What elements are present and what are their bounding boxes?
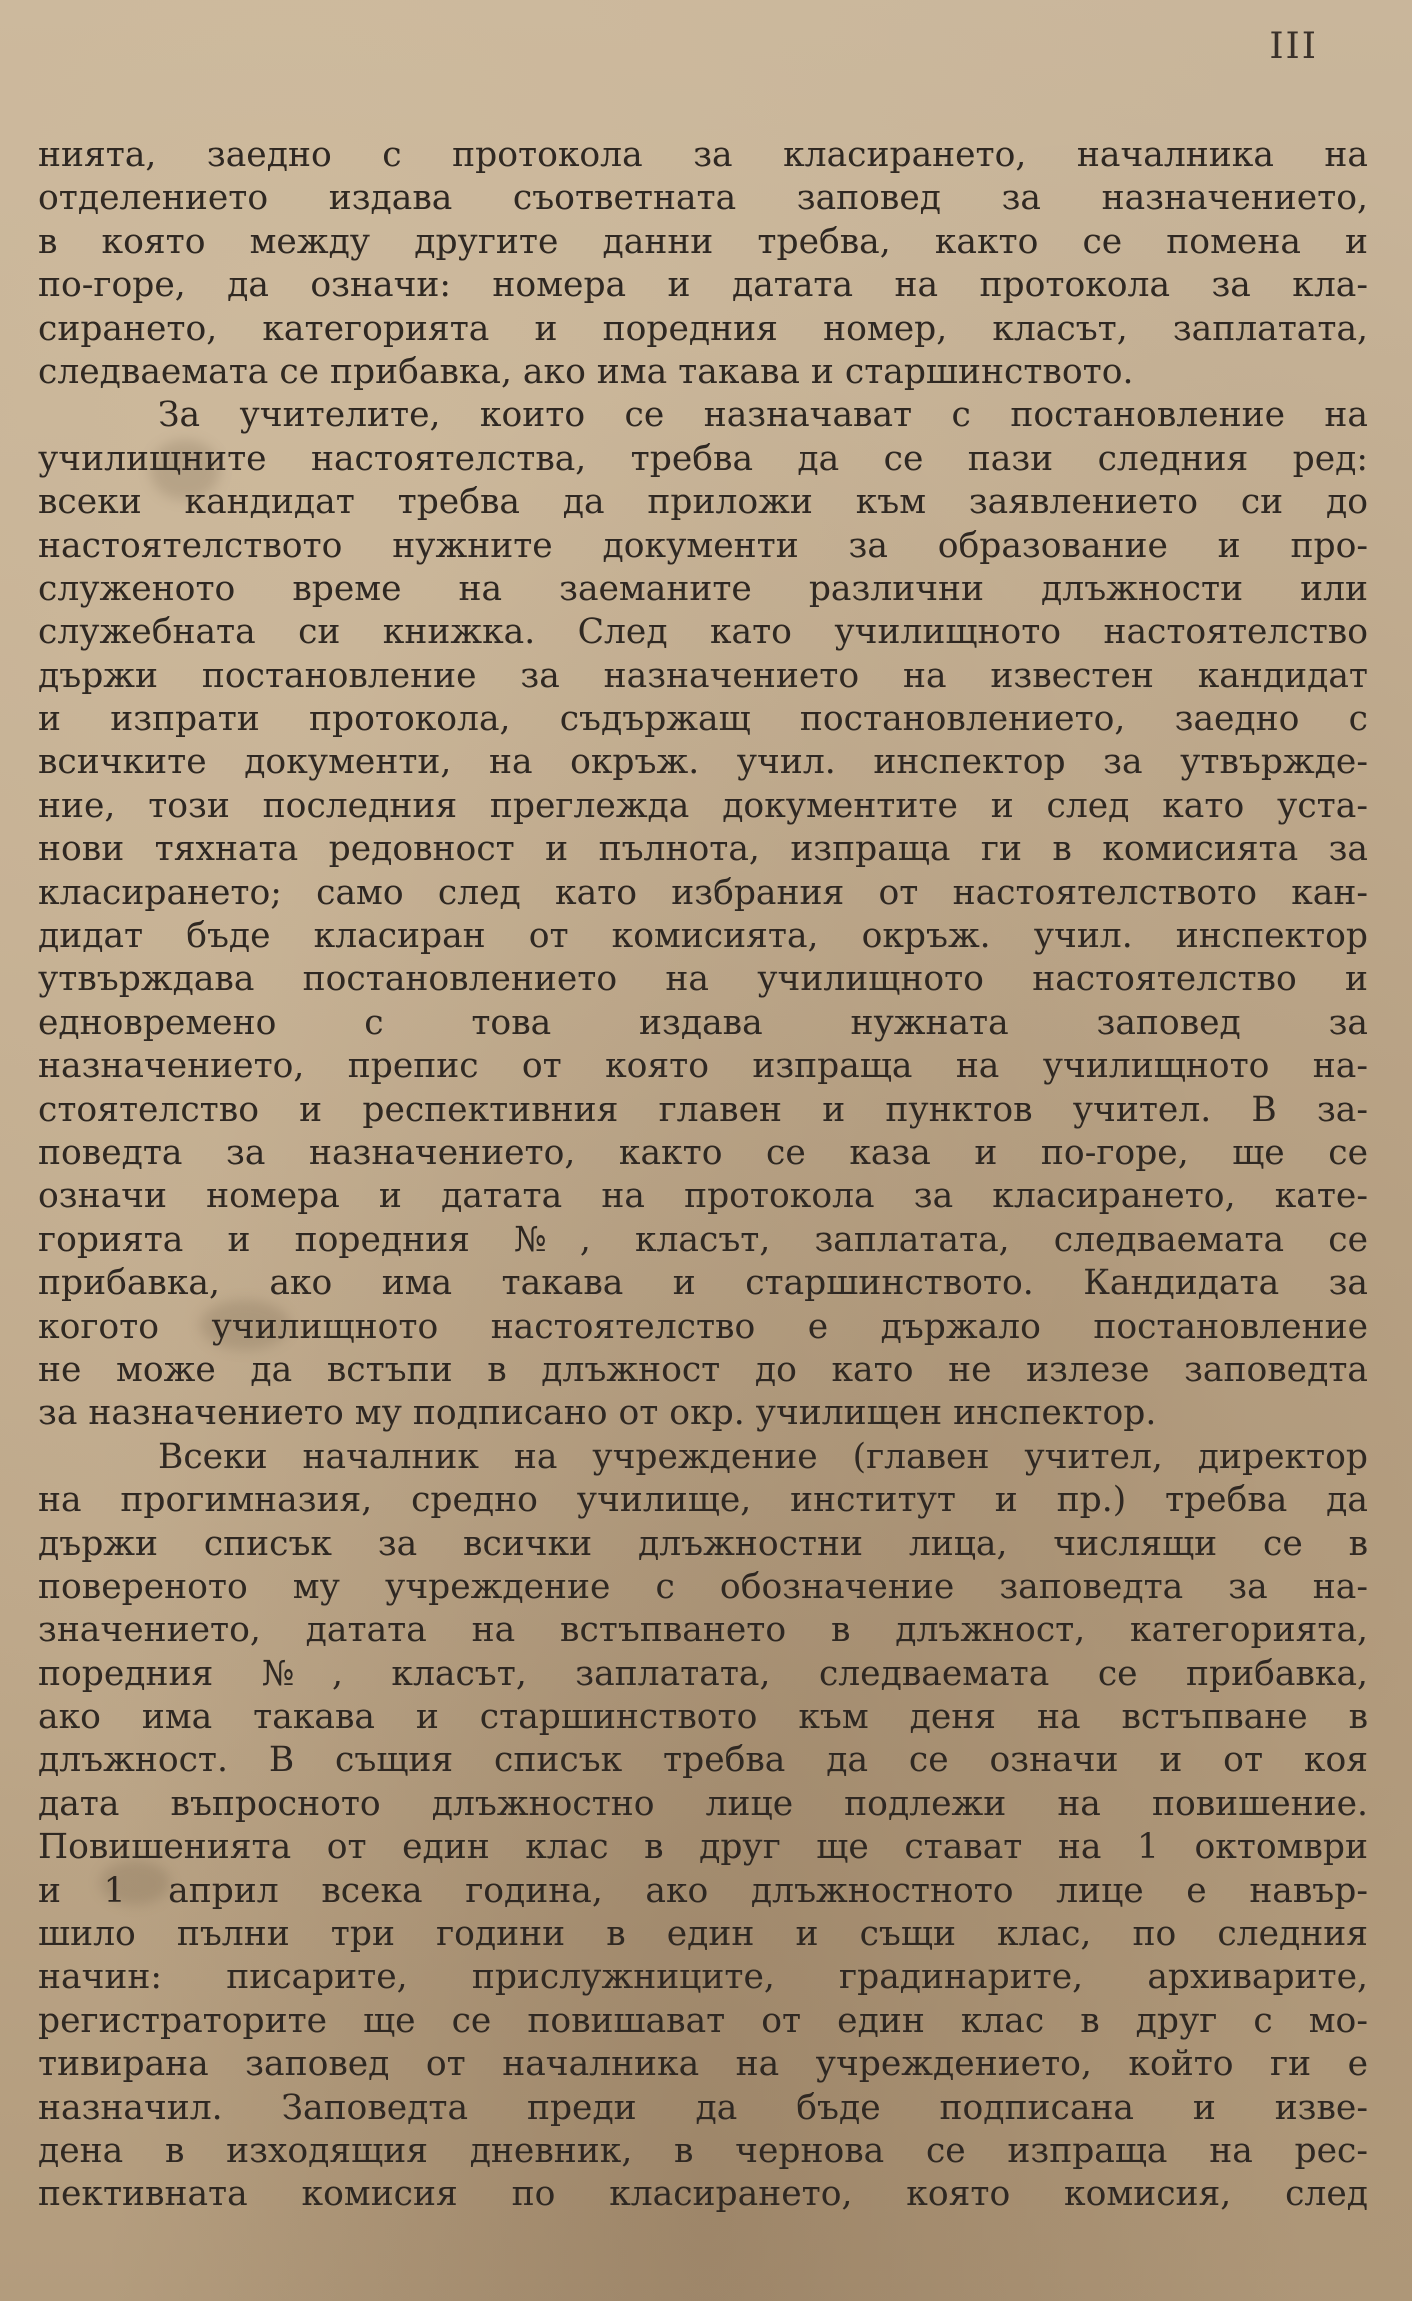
text-line: на прогимназия, средно училище, институт и пр.) требва да xyxy=(38,1480,1368,1521)
text-line: назначението, препис от която изпраща на училищното на- xyxy=(38,1046,1368,1087)
text-line: горията и поредния №, класът, заплатата, следваемата се xyxy=(38,1219,1368,1260)
text-line: отделението издава съответната заповед за назначението, xyxy=(38,178,1368,219)
text-line: сирането, категорията и поредния номер, класът, заплатата, xyxy=(38,308,1368,349)
paragraph xyxy=(38,394,1368,1435)
text-line: следваемата се прибавка, ако има такава и старшинството. xyxy=(38,351,1134,392)
text-line: длъжност. В същия списък требва да се означи и от коя xyxy=(38,1740,1368,1781)
text-line: и изпрати протокола, съдържащ постановлението, заедно с xyxy=(38,699,1368,740)
text-line: едновремено с това издава нужната заповед за xyxy=(38,1002,1368,1043)
text-line: начин: писарите, прислужниците, градинарите, архиварите, xyxy=(38,1957,1368,1998)
text-line: всеки кандидат требва да приложи към заявлението си до xyxy=(38,482,1368,523)
text-line: всичките документи, на окръж. учил. инспектор за утвържде- xyxy=(38,742,1368,783)
text-line: по-горе, да означи: номера и датата на протокола за кла- xyxy=(38,265,1368,306)
text-line: поведта за назначението, както се каза и по-горе, ще се xyxy=(38,1132,1368,1173)
text-line: нията, заедно с протокола за класирането, началника на xyxy=(38,135,1368,175)
text-line: класирането; само след като избрания от настоятелството кан- xyxy=(38,872,1368,913)
text-line: значението, датата на встъпването в длъжност, категорията, xyxy=(38,1610,1368,1651)
text-line: Всеки началник на учреждение (главен учител, директор xyxy=(158,1436,1368,1477)
text-line: за назначението му подписано от окр. училищен инспектор. xyxy=(38,1393,1157,1434)
text-line: и 1 април всека година, ако длъжностното лице е навър- xyxy=(38,1870,1368,1911)
text-line: не може да встъпи в длъжност до като не излезе заповедта xyxy=(38,1349,1368,1390)
text-line: шило пълни три години в един и същи клас, по следния xyxy=(38,1914,1368,1955)
text-line: тивирана заповед от началника на учреждението, който ги е xyxy=(38,2044,1368,2085)
page-number: III xyxy=(1269,26,1318,67)
text-line: поредния №, класът, заплатата, следваемата се прибавка, xyxy=(38,1653,1368,1694)
text-line: държи постановление за назначението на известен кандидат xyxy=(38,655,1368,696)
text-line: назначил. Заповедта преди да бъде подписана и изве- xyxy=(38,2087,1368,2128)
text-line: служеното време на заеманите различни длъжности или xyxy=(38,568,1368,609)
text-line: дидат бъде класиран от комисията, окръж. учил. инспектор xyxy=(38,916,1368,957)
text-line: повереното му учреждение с обозначение заповедта за на- xyxy=(38,1566,1368,1607)
text-line: пективната комисия по класирането, която комисия, след xyxy=(38,2174,1368,2215)
text-line: училищните настоятелства, требва да се пази следния ред: xyxy=(38,438,1368,479)
text-line: когото училищното настоятелство е държало постановление xyxy=(38,1306,1368,1347)
text-line: дена в изходящия дневник, в чернова се изпраща на рес- xyxy=(38,2130,1368,2171)
text-line: в която между другите данни требва, както се помена и xyxy=(38,221,1368,262)
text-line: утвърждава постановлението на училищното настоятелство и xyxy=(38,959,1368,1000)
text-line: настоятелството нужните документи за образование и про- xyxy=(38,525,1368,566)
text-line: означи номера и датата на протокола за класирането, кате- xyxy=(38,1176,1368,1217)
text-line: регистраторите ще се повишават от един клас в друг с мо- xyxy=(38,2000,1368,2041)
text-line: ние, този последния преглежда документите и след като уста- xyxy=(38,785,1368,826)
text-line: прибавка, ако има такава и старшинството. Кандидата за xyxy=(38,1263,1368,1304)
body-text xyxy=(38,134,1368,2217)
text-line: нови тяхната редовност и пълнота, изпраща ги в комисията за xyxy=(38,829,1368,870)
text-line: стоятелство и респективния главен и пунктов учител. В за- xyxy=(38,1089,1368,1130)
paragraph xyxy=(38,134,1368,394)
text-line: служебната си книжка. След като училищното настоятелство xyxy=(38,612,1368,653)
text-line: За учителите, които се назначават с постановление на xyxy=(158,395,1368,436)
text-line: държи списък за всички длъжностни лица, числящи се в xyxy=(38,1523,1368,1564)
text-line: ако има такава и старшинството към деня на встъпване в xyxy=(38,1697,1368,1738)
paragraph xyxy=(38,1436,1368,2217)
text-line: Повишенията от един клас в друг ще стават на 1 октомври xyxy=(38,1827,1368,1868)
text-line: дата въпросното длъжностно лице подлежи на повишение. xyxy=(38,1783,1368,1824)
